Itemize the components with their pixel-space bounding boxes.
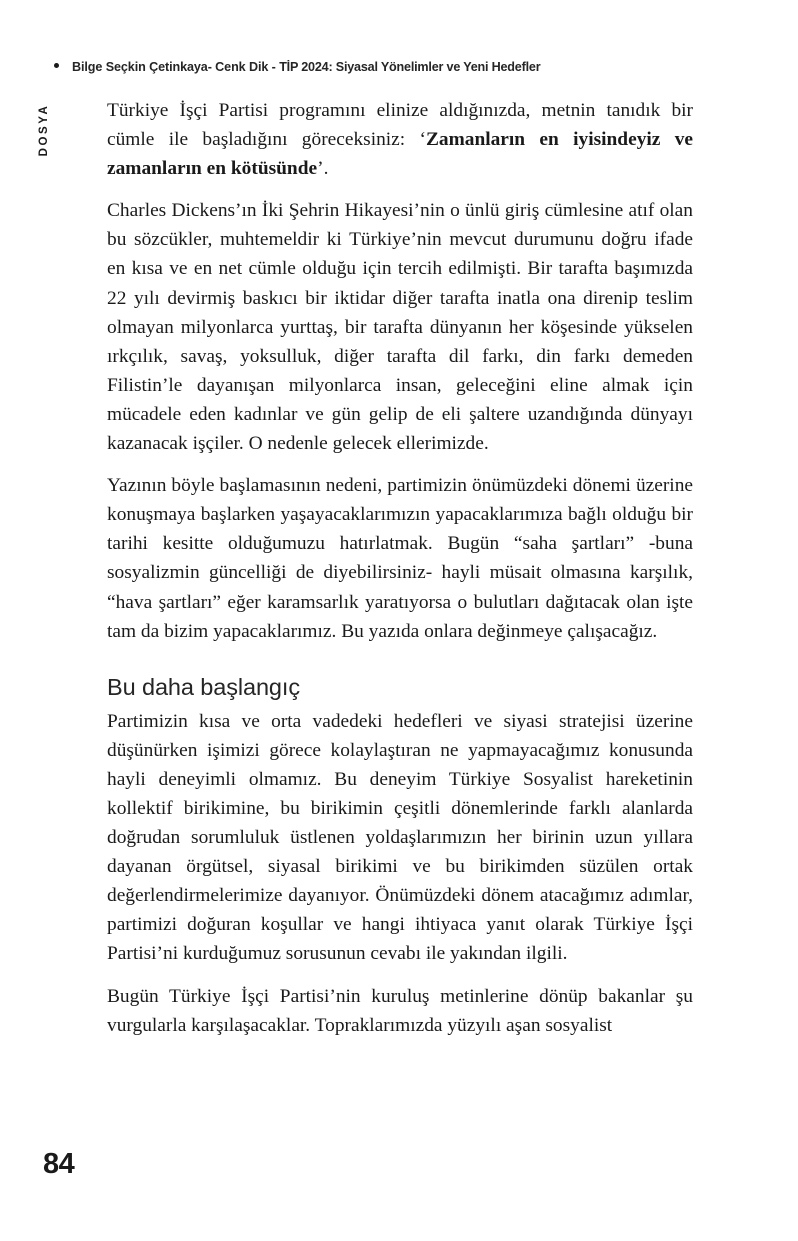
body-paragraph	[107, 982, 693, 1040]
paragraph-group-after-heading	[107, 707, 693, 1040]
section-tab	[36, 98, 52, 162]
body-paragraph	[107, 707, 693, 969]
emphasis-run: Zamanların en iyisindeyiz ve zamanların en kötüsünde	[107, 129, 694, 180]
text-run: Yazının böyle başlamasının nedeni, partimizin önümüzdeki dönemi üzerine konuşmaya başlarken yaşayacaklarımızın yapacaklarımıza bağlı olduğu bir tarihi kesitte olduğumuzu hatırlatmak. Bugün “saha şartları” -buna sosyalizmin güncelliği de diyebilirsiniz- hayli müsait olmasına karşılık, “hava şartları” eğer karamsarlık yaratıyorsa o bulutları dağıtacak olan işte tam da bizim yapacaklarımız. Bu yazıda onlara değinmeye çalışacağız.	[107, 475, 693, 642]
text-run: Türkiye İşçi Partisi programını elinize aldığınızda, metnin tanıdık bir cümle ile başladığını göreceksiniz: ‘	[107, 100, 693, 151]
text-run: Bugün Türkiye İşçi Partisi’nin kuruluş metinlerine dönüp bakanlar şu vurgularla karşılaşacaklar. Topraklarımızda yüzyılı aşan sosyalist	[107, 985, 693, 1036]
section-heading: Bu daha başlangıç	[107, 673, 300, 700]
running-header-text	[72, 60, 540, 74]
text-run: ’.	[317, 158, 329, 180]
body-paragraph	[107, 96, 693, 183]
page-number: 84	[43, 1148, 75, 1180]
header-article-title: TİP 2024: Siyasal Yönelimler ve Yeni Hedefler	[279, 60, 541, 74]
bullet-dot-icon	[54, 63, 59, 68]
header-authors: Bilge Seçkin Çetinkaya- Cenk Dik	[72, 60, 269, 74]
paragraph-group-before-heading	[107, 96, 693, 646]
text-run: Charles Dickens’ın İki Şehrin Hikayesi’nin o ünlü giriş cümlesine atıf olan bu sözcükler, muhtemeldir ki Türkiye’nin mevcut durumunu doğru ifade en kısa ve en net cümle olduğu için tercih edilmişti. Bir tarafta başımızda 22 yılı devirmiş baskıcı bir iktidar diğer tarafta inatla ona direnip teslim olmayan milyonlarca yurttaş, bir tarafta dünyanın her köşesinde yükselen ırkçılık, savaş, yoksulluk, diğer tarafta dil farkı, din farkı demeden Filistin’le dayanışan milyonlarca insan, geleceğini eline almak için mücadele eden kadınlar ve gün gelip de eli şaltere uzandığında dünyayı kazanacak işçiler. O nedenle gelecek ellerimizde.	[107, 200, 693, 455]
body-paragraph	[107, 471, 693, 646]
header-separator: -	[268, 60, 280, 74]
body-paragraph	[107, 196, 693, 458]
section-tab-label: DOSYA	[38, 103, 50, 157]
running-header	[54, 60, 694, 74]
text-run: Partimizin kısa ve orta vadedeki hedefleri ve siyasi stratejisi üzerine düşünürken işimizi görece kolaylaştıran ne yapmayacağımız konusunda hayli deneyimli olmamız. Bu deneyim Türkiye Sosyalist hareketinin kollektif birikimine, bu birikimin çeşitli dönemlerinde farklı alanlarda doğrudan sorumluluk üstlenen yoldaşlarımızın her birinin uzun yıllara dayanan örgütsel, siyasal birikimi ve bu birikimden süzülen ortak değerlendirmelerimize dayanıyor. Önümüzdeki dönem atacağımız adımlar, partimizi doğuran koşullar ve hangi ihtiyaca yanıt olarak Türkiye İşçi Partisi’ni kurduğumuz sorusunun cevabı ile yakından ilgili.	[107, 710, 693, 965]
text-column	[107, 96, 693, 1040]
